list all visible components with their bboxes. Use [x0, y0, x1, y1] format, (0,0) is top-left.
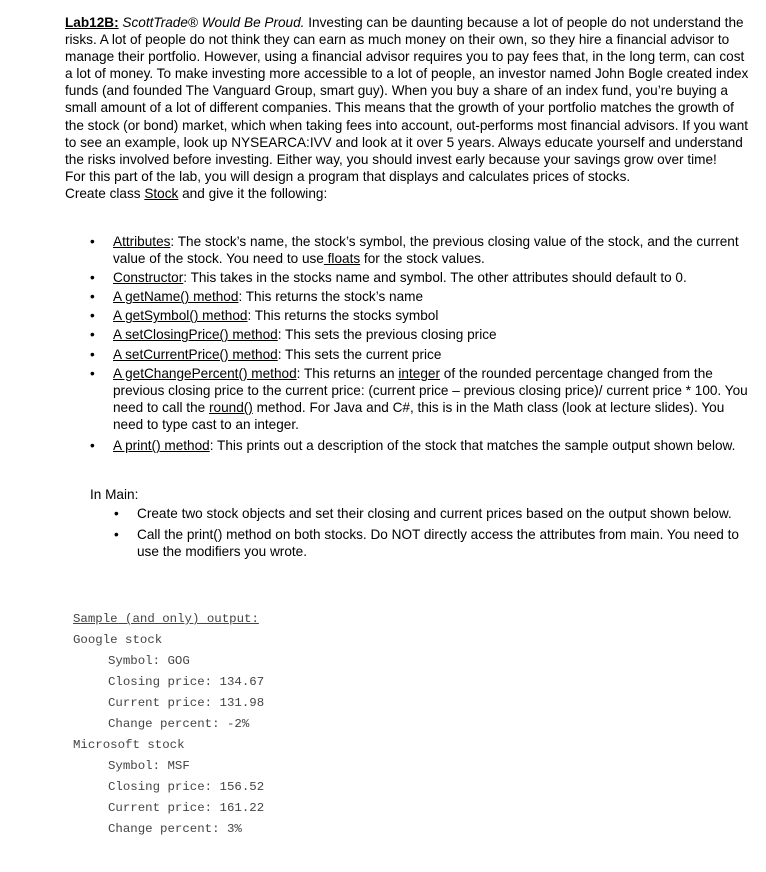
- list-item: • Constructor: This takes in the stocks name and symbol. The other attributes should default to 0.: [90, 269, 750, 286]
- intro-text: Investing can be daunting because a lot of people do not understand the risks. A lot of people do not think they can earn as much money on their own, so they hire a financial advisor to manage their portfolio. However, using a financial advisor requires you to pay fees that, in the long term, can cost a lot of money. To make investing more accessible to a lot of people, an investor named John Bogle created index funds (and founded The Vanguard Group, smart guy). When you buy a share of an index fund, you’re buying a small amount of a lot of different companies. This means that the growth of your portfolio matches the growth of the stock (or bond) market, which when taking fees into account, out-performs most financial advisors. If you want to see an example, look up NYSEARCA:IVV and look at it over 5 years. Always educate yourself and understand the risks involved before investing. Either way, you should invest early because your savings grow over time!: [65, 15, 749, 167]
- list-item: • A getSymbol() method: This returns the stocks symbol: [90, 307, 750, 324]
- stock-symbol: Symbol: GOG: [108, 654, 190, 668]
- list-item: • A getChangePercent() method: This returns an integer of the rounded percentage changed from the previous closing price to the current price: (current price – previous closing price)/ current price * 100. You need to call the round() method. For Java and C#, this is in the Math class (look at lecture slides). You need to type cast to an integer.: [90, 365, 750, 433]
- lab-title: Lab12B:: [65, 15, 119, 30]
- sample-heading: Sample (and only) output:: [73, 612, 259, 626]
- class-name: Stock: [144, 185, 179, 201]
- main-list: [114, 505, 744, 562]
- stock-closing: Closing price: 156.52: [108, 780, 265, 794]
- list-item: • A print() method: This prints out a description of the stock that matches the sample output shown below.: [90, 437, 750, 454]
- requirements-list: [90, 233, 750, 456]
- stock-name: Google stock: [73, 633, 163, 647]
- sample-output: [73, 609, 264, 840]
- stock-current: Current price: 161.22: [108, 801, 265, 815]
- list-item: • A setClosingPrice() method: This sets the previous closing price: [90, 326, 750, 343]
- list-item: • A getName() method: This returns the stock’s name: [90, 288, 750, 305]
- stock-current: Current price: 131.98: [108, 696, 265, 710]
- stock-change: Change percent: -2%: [108, 717, 250, 731]
- stock-closing: Closing price: 134.67: [108, 675, 265, 689]
- stock-name: Microsoft stock: [73, 738, 185, 752]
- stock-change: Change percent: 3%: [108, 822, 242, 836]
- list-item: • Call the print() method on both stocks. Do NOT directly access the attributes from main. You need to use the modifiers you wrote.: [114, 526, 744, 560]
- intro-paragraph: [65, 14, 755, 168]
- list-item: • Attributes: The stock’s name, the stock’s symbol, the previous closing value of the stock, and the current value of the stock. You need to use floats for the stock values.: [90, 233, 750, 267]
- intro-section: [65, 14, 755, 202]
- task-paragraph: For this part of the lab, you will design a program that displays and calculates prices of stocks.: [65, 168, 631, 184]
- lab-subtitle: ScottTrade® Would Be Proud.: [122, 15, 305, 30]
- create-class-line: Create class Stock and give it the following:: [65, 185, 328, 201]
- list-item: • A setCurrentPrice() method: This sets the current price: [90, 346, 750, 363]
- stock-symbol: Symbol: MSF: [108, 759, 190, 773]
- list-item: • Create two stock objects and set their closing and current prices based on the output shown below.: [114, 505, 744, 522]
- main-heading: In Main:: [90, 487, 139, 502]
